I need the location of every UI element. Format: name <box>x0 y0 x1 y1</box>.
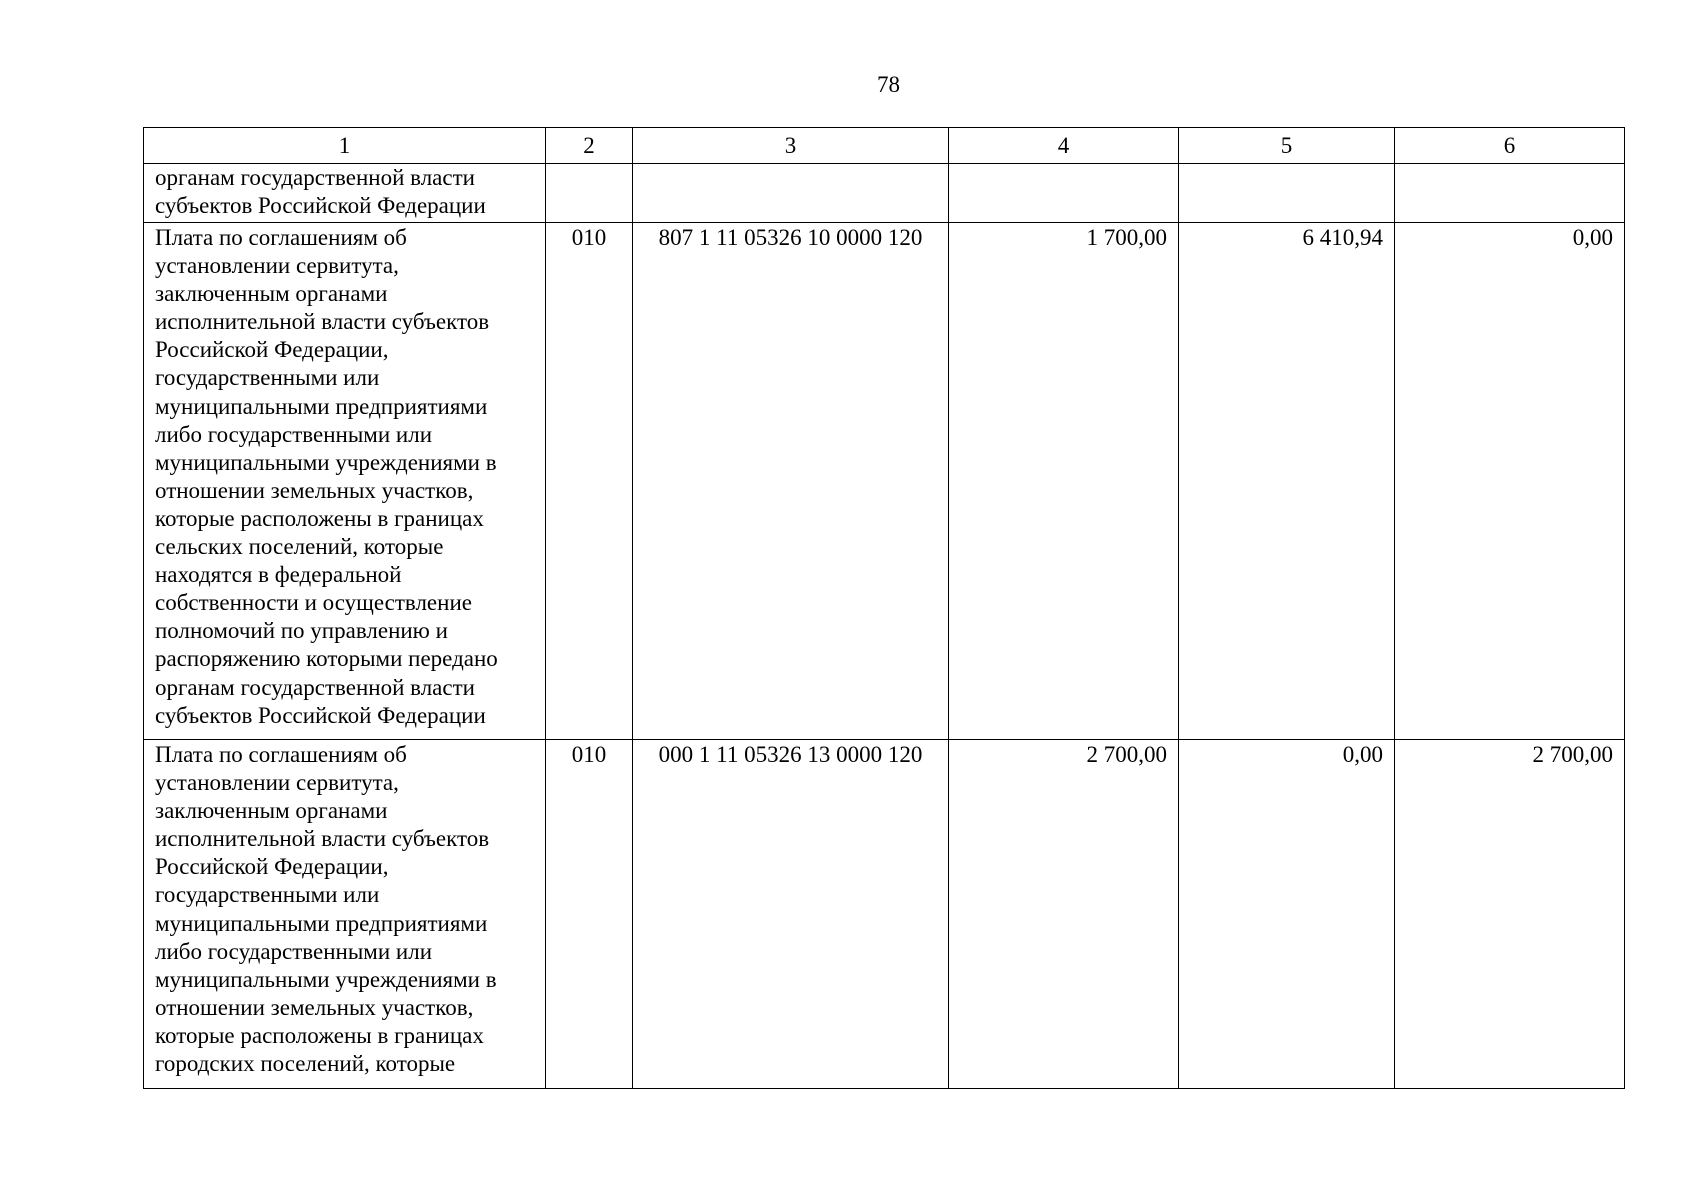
row-line-code <box>546 164 633 223</box>
column-header: 5 <box>1179 128 1395 164</box>
row-col5-value: 0,00 <box>1179 740 1395 1089</box>
table-row <box>144 223 1625 740</box>
row-line-code: 010 <box>546 740 633 1089</box>
row-budget-code: 000 1 11 05326 13 0000 120 <box>633 740 949 1089</box>
column-header: 1 <box>144 128 546 164</box>
row-col5-value <box>1179 164 1395 223</box>
column-header: 2 <box>546 128 633 164</box>
column-header: 3 <box>633 128 949 164</box>
row-col4-value <box>949 164 1179 223</box>
row-col4-value: 1 700,00 <box>949 223 1179 740</box>
row-col6-value: 2 700,00 <box>1395 740 1625 1089</box>
row-budget-code: 807 1 11 05326 10 0000 120 <box>633 223 949 740</box>
table-row <box>144 164 1625 223</box>
row-description: Плата по соглашениям об установлении сервитута, заключенным органами исполнительной власти субъектов Российской Федерации, государственными или муниципальными предприятиями либо государственными или муниципальными учреждениями в отношении земельных участков, которые расположены в границах городских поселений, которые <box>144 740 546 1089</box>
table-header-row <box>144 128 1625 164</box>
page-number: 78 <box>877 72 900 97</box>
row-col4-value: 2 700,00 <box>949 740 1179 1089</box>
row-description: Плата по соглашениям об установлении сервитута, заключенным органами исполнительной власти субъектов Российской Федерации, государственными или муниципальными предприятиями либо государственными или муниципальными учреждениями в отношении земельных участков, которые расположены в границах сельских поселений, которые находятся в федеральной собственности и осуществление полномочий по управлению и распоряжению которыми передано органам государственной власти субъектов Российской Федерации <box>144 223 546 740</box>
row-col6-value: 0,00 <box>1395 223 1625 740</box>
budget-table <box>143 127 1625 1089</box>
row-col6-value <box>1395 164 1625 223</box>
row-description: органам государственной власти субъектов Российской Федерации <box>144 164 546 223</box>
column-header: 4 <box>949 128 1179 164</box>
row-budget-code <box>633 164 949 223</box>
table-row <box>144 740 1625 1089</box>
row-col5-value: 6 410,94 <box>1179 223 1395 740</box>
column-header: 6 <box>1395 128 1625 164</box>
row-line-code: 010 <box>546 223 633 740</box>
